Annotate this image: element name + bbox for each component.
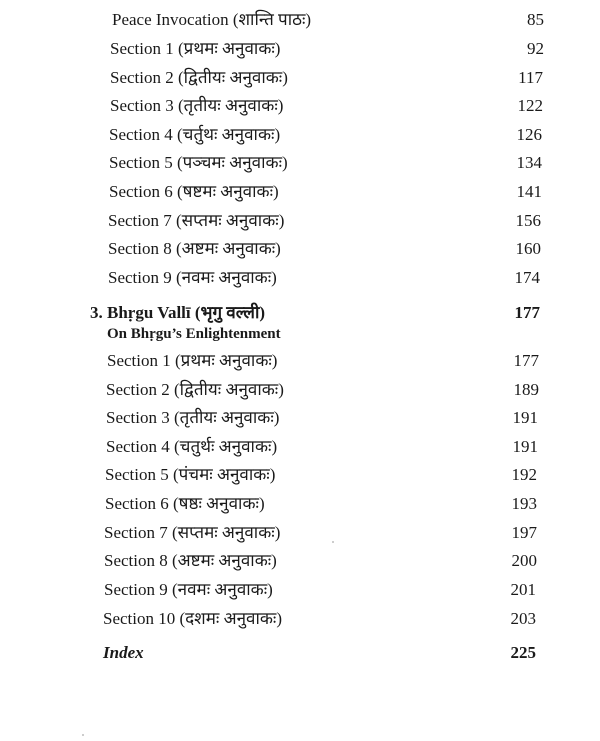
index-entry	[0, 640, 600, 666]
toc-entry	[0, 461, 600, 489]
toc-entry-label: Section 7 (सप्तमः अनुवाकः)	[104, 523, 281, 542]
toc-entry-page: 192	[511, 465, 537, 484]
toc-entry	[0, 264, 600, 292]
toc-entry	[0, 376, 600, 404]
toc-entry-label: Section 5 (पंचमः अनुवाकः)	[105, 465, 276, 484]
toc-entry-page: 177	[513, 351, 539, 370]
toc-entry-label: Section 7 (सप्तमः अनुवाकः)	[108, 211, 285, 230]
toc-entry	[0, 149, 600, 177]
toc-entry-label: Section 1 (प्रथमः अनुवाकः)	[107, 351, 278, 370]
toc-entry-label: Section 2 (द्वितीयः अनुवाकः)	[110, 68, 288, 87]
toc-entry-page: 191	[512, 408, 538, 427]
toc-entry-label: Section 9 (नवमः अनुवाकः)	[104, 580, 273, 599]
scan-speck	[332, 541, 334, 543]
toc-entry-label: Section 4 (चर्तुथः अनुवाकः)	[109, 125, 281, 144]
toc-entry	[0, 519, 600, 547]
toc-entry-page: 201	[510, 580, 536, 599]
index-label: Index	[103, 643, 144, 662]
toc-entry	[0, 576, 600, 604]
toc-entry-page: 92	[527, 39, 544, 58]
toc-entry-label: Section 3 (तृतीयः अनुवाकः)	[106, 408, 280, 427]
toc-entry-page: 117	[518, 68, 543, 87]
toc-entry-label: Section 6 (षष्ठः अनुवाकः)	[105, 494, 265, 513]
chapter-page: 177	[514, 303, 540, 322]
toc-entry-page: 193	[511, 494, 537, 513]
toc-entry	[0, 178, 600, 206]
toc-entry-label: Section 8 (अष्टमः अनुवाकः)	[108, 239, 281, 258]
toc-entry	[0, 92, 600, 120]
toc-entry	[0, 121, 600, 149]
toc-entry-page: 134	[516, 153, 542, 172]
toc-entry-page: 141	[516, 182, 542, 201]
toc-entry-page: 156	[515, 211, 541, 230]
toc-entry-page: 122	[517, 96, 543, 115]
toc-entry-page: 191	[512, 437, 538, 456]
toc-entry-label: Section 1 (प्रथमः अनुवाकः)	[110, 39, 281, 58]
toc-entry-page: 174	[514, 268, 540, 287]
toc-entry	[0, 35, 600, 63]
toc-entry-label: Section 3 (तृतीयः अनुवाकः)	[110, 96, 284, 115]
toc-entry-label: Peace Invocation (शान्ति पाठः)	[112, 10, 312, 29]
toc-entry	[0, 207, 600, 235]
toc-entry	[0, 404, 600, 432]
toc-entry-label: Section 10 (दशमः अनुवाकः)	[103, 609, 283, 628]
scan-speck	[82, 734, 84, 736]
toc-entry-label: Section 5 (पञ्चमः अनुवाकः)	[109, 153, 288, 172]
toc-entry-label: Section 2 (द्वितीयः अनुवाकः)	[106, 380, 284, 399]
toc-entry	[0, 347, 600, 375]
toc-entry-page: 160	[515, 239, 541, 258]
toc-entry	[0, 605, 600, 633]
index-page: 225	[510, 643, 536, 662]
toc-entry-label: Section 6 (षष्टमः अनुवाकः)	[109, 182, 279, 201]
toc-entry-label: Section 4 (चतुर्थः अनुवाकः)	[106, 437, 278, 456]
toc-entry-label: Section 8 (अष्टमः अनुवाकः)	[104, 551, 277, 570]
toc-entry-page: 203	[510, 609, 536, 628]
toc-entry	[0, 64, 600, 92]
toc-entry-page: 200	[511, 551, 537, 570]
toc-entry-page: 189	[513, 380, 539, 399]
toc-entry	[0, 547, 600, 575]
toc-entry-page: 85	[527, 10, 544, 29]
toc-entry-label: Section 9 (नवमः अनुवाकः)	[108, 268, 277, 287]
chapter-title: 3. Bhṛgu Vallī (भृगु वल्ली)	[90, 303, 266, 322]
toc-entry	[0, 6, 600, 34]
toc-entry-page: 126	[516, 125, 542, 144]
toc-entry	[0, 490, 600, 518]
toc-entry-page: 197	[511, 523, 537, 542]
toc-entry	[0, 235, 600, 263]
chapter-subtitle: On Bhṛgu’s Enlightenment	[107, 326, 281, 342]
toc-entry	[0, 433, 600, 461]
